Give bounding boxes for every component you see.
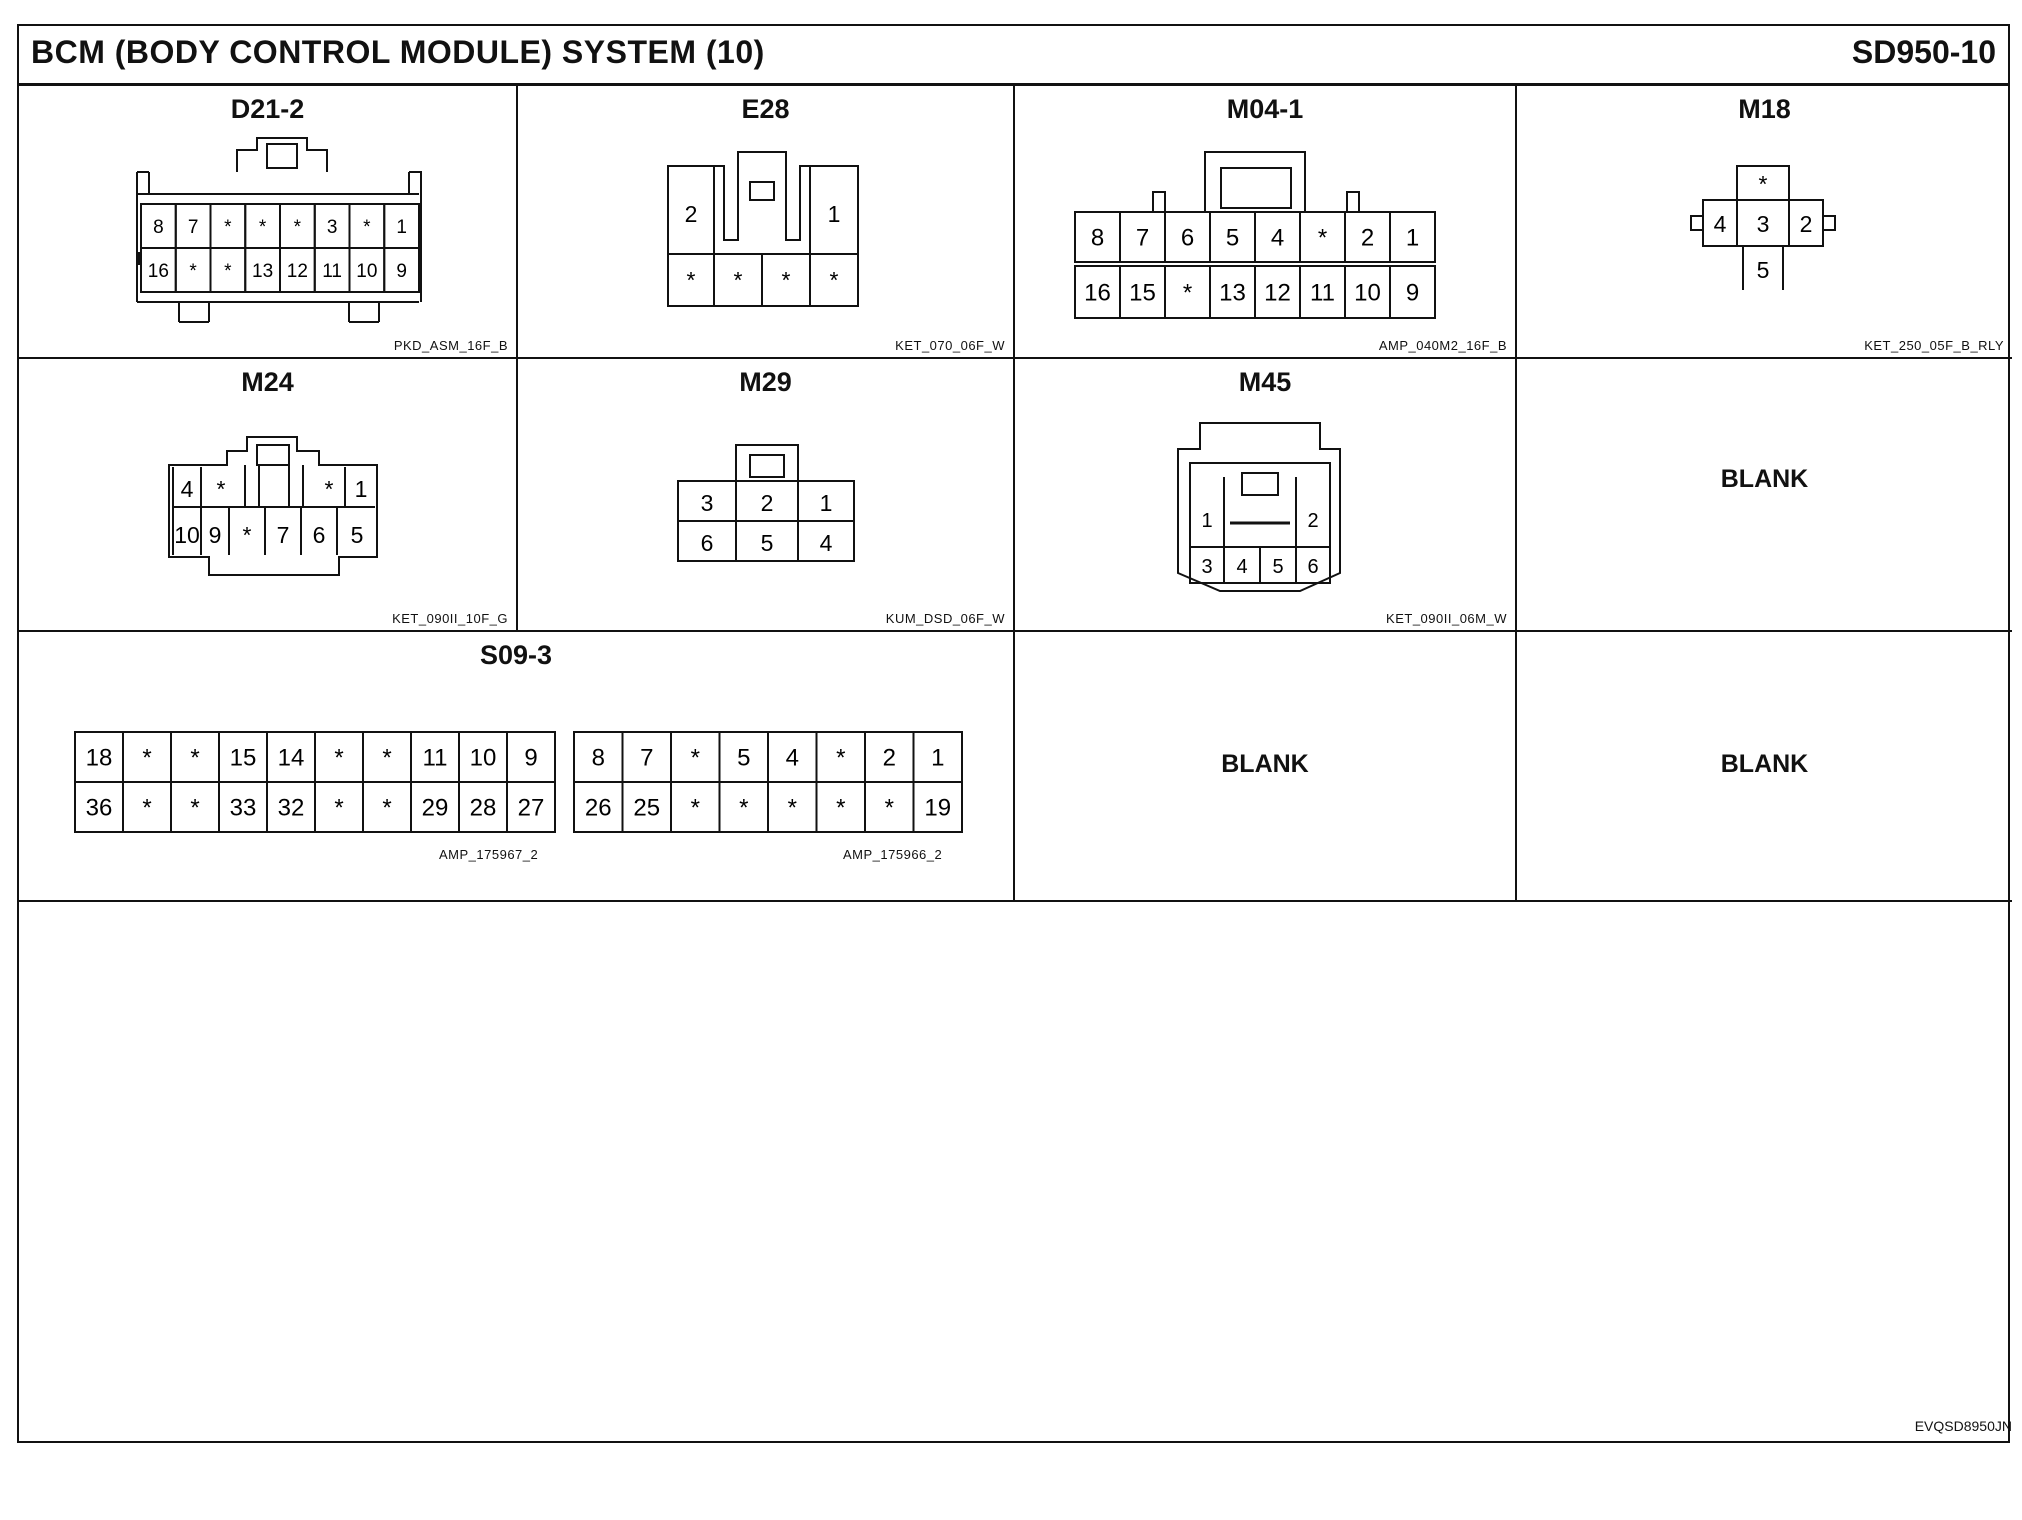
pin-label: 13 — [1219, 279, 1246, 307]
pin-label: 3 — [700, 490, 714, 516]
pin-label: 33 — [229, 794, 257, 822]
pin-label: * — [739, 794, 749, 822]
pin-label: 1 — [1201, 510, 1213, 532]
pin-label: 4 — [180, 476, 194, 502]
pin-label: 9 — [1405, 279, 1420, 307]
pin-label: 5 — [760, 530, 774, 556]
pin-label: 7 — [1135, 224, 1150, 252]
pin-label: 10 — [356, 260, 378, 282]
blank-label: BLANK — [1720, 464, 1809, 493]
connector-s09-left — [75, 732, 557, 836]
pin-label: 7 — [640, 744, 654, 772]
pin-label: * — [190, 794, 200, 822]
blank-cell — [1517, 632, 2012, 902]
connector-cell-d21 — [19, 86, 518, 359]
connector-cell-m45 — [1015, 359, 1517, 632]
pin-label: 6 — [700, 530, 714, 556]
pin-label: * — [216, 476, 226, 502]
connector-type: KET_090II_10F_G — [392, 611, 508, 626]
pin-label: * — [224, 260, 232, 282]
pin-label: 4 — [819, 530, 833, 556]
connector-type: KET_250_05F_B_RLY — [1864, 338, 2004, 353]
pin-label: 4 — [1713, 211, 1727, 237]
pin-label: 1 — [819, 490, 833, 516]
pin-label: 10 — [1354, 279, 1381, 307]
pin-label: 11 — [322, 260, 342, 282]
pin-label: 6 — [1180, 224, 1195, 252]
pin-label: 5 — [1272, 556, 1284, 578]
pin-label: 29 — [421, 794, 449, 822]
pin-label: 10 — [174, 522, 200, 548]
connector-name: S09-3 — [479, 640, 553, 670]
connector-m24-drawing — [149, 437, 379, 597]
pin-label: * — [293, 216, 302, 238]
connector-type: KET_090II_06M_W — [1386, 611, 1507, 626]
pin-label: 2 — [760, 490, 774, 516]
document-reference: EVQSD8950JN — [1914, 1418, 2012, 1434]
connector-e28-drawing — [668, 152, 868, 322]
connector-name: E28 — [741, 94, 790, 124]
connector-m29 — [678, 445, 868, 585]
blank-label: BLANK — [1720, 750, 1809, 778]
pin-label: 15 — [229, 744, 257, 772]
pin-label: 36 — [85, 794, 113, 822]
connector-s09-right-drawing — [574, 732, 966, 836]
connector-name: M24 — [241, 367, 294, 397]
pin-label: 16 — [147, 260, 169, 282]
pin-label: 8 — [153, 216, 164, 238]
pin-label: 8 — [1090, 224, 1105, 252]
connector-name: M29 — [739, 367, 792, 397]
pin-label: 10 — [469, 744, 497, 772]
pin-label: 4 — [785, 744, 799, 772]
pin-label: * — [334, 794, 344, 822]
pin-label: 7 — [187, 216, 199, 238]
pin-label: 11 — [422, 744, 448, 772]
pin-label: * — [686, 267, 696, 293]
pin-label: 8 — [591, 744, 605, 772]
pin-label: 5 — [1756, 257, 1770, 283]
page-title: BCM (BODY CONTROL MODULE) SYSTEM (10) — [31, 34, 765, 70]
connector-cell-s09 — [19, 632, 1015, 902]
pin-label: * — [690, 794, 700, 822]
pin-label: 12 — [1264, 279, 1291, 307]
pin-label: 5 — [1225, 224, 1240, 252]
pin-label: 27 — [517, 794, 545, 822]
connector-type: AMP_175967_2 — [439, 847, 539, 862]
pin-label: 9 — [396, 260, 407, 282]
pin-label: 12 — [286, 260, 308, 282]
connector-m04-drawing — [1075, 152, 1455, 322]
pin-label: 13 — [252, 260, 274, 282]
connector-name: M04-1 — [1226, 94, 1304, 124]
header — [19, 26, 2008, 86]
pin-label: 6 — [312, 522, 326, 548]
pin-label: 19 — [924, 794, 952, 822]
page-code: SD950-10 — [1851, 34, 1996, 70]
pin-label: 4 — [1270, 224, 1285, 252]
pin-label: * — [787, 794, 797, 822]
pin-label: * — [190, 744, 200, 772]
pin-label: 2 — [1360, 224, 1375, 252]
pin-label: 2 — [882, 744, 896, 772]
connector-m04 — [1075, 152, 1455, 322]
pin-label: 6 — [1307, 556, 1319, 578]
pin-label: * — [829, 267, 839, 293]
pin-label: * — [1182, 279, 1193, 307]
pin-label: * — [363, 216, 371, 238]
blank-label: BLANK — [1221, 750, 1309, 778]
pin-label: * — [382, 744, 392, 772]
pin-label: 1 — [1405, 224, 1420, 252]
pin-label: * — [733, 267, 743, 293]
connector-name: D21-2 — [230, 94, 305, 124]
pin-label: * — [334, 744, 344, 772]
pin-label: * — [189, 260, 197, 282]
connector-type: AMP_040M2_16F_B — [1378, 338, 1507, 353]
pin-label: 15 — [1129, 279, 1156, 307]
pin-label: 14 — [277, 744, 305, 772]
pin-label: 11 — [1310, 279, 1335, 307]
connector-d21-drawing — [119, 132, 439, 322]
connector-cell-m29 — [518, 359, 1015, 632]
pin-label: * — [224, 216, 232, 238]
pin-label: 5 — [350, 522, 364, 548]
pin-label: 32 — [277, 794, 305, 822]
pin-label: 1 — [396, 216, 407, 238]
pin-label: 5 — [737, 744, 751, 772]
pin-label: 2 — [1799, 211, 1813, 237]
pin-label: * — [142, 744, 152, 772]
pin-label: 1 — [931, 744, 945, 772]
connector-m45-drawing — [1170, 423, 1350, 603]
blank-cell — [1015, 632, 1517, 902]
connector-cell-m18 — [1517, 86, 2012, 359]
pin-label: 25 — [633, 794, 661, 822]
connector-m18-drawing — [1687, 166, 1847, 306]
pin-label: 2 — [684, 201, 698, 227]
connector-s09-left-drawing — [75, 732, 557, 836]
pin-label: * — [242, 522, 252, 548]
connector-m45 — [1170, 423, 1350, 603]
pin-label: * — [382, 794, 392, 822]
pin-label: * — [1758, 171, 1768, 197]
connector-cell-e28 — [518, 86, 1015, 359]
pin-label: * — [258, 216, 267, 238]
connector-type: KET_070_06F_W — [895, 338, 1005, 353]
pin-label: * — [1317, 224, 1328, 252]
connector-m18 — [1687, 166, 1847, 306]
connector-name: M18 — [1738, 94, 1791, 124]
pin-label: * — [690, 744, 700, 772]
connector-d21 — [119, 132, 439, 322]
pin-label: 9 — [524, 744, 538, 772]
pin-label: * — [781, 267, 791, 293]
pin-label: 9 — [208, 522, 222, 548]
pin-label: 1 — [354, 476, 368, 502]
connector-s09-right — [574, 732, 966, 836]
diagram-frame — [17, 24, 2010, 1443]
connector-type: KUM_DSD_06F_W — [885, 611, 1005, 626]
pin-label: * — [324, 476, 334, 502]
pin-label: * — [836, 744, 846, 772]
connector-m24 — [149, 437, 379, 597]
pin-label: 7 — [276, 522, 290, 548]
connector-name: M45 — [1238, 367, 1292, 397]
pin-label: 1 — [827, 201, 841, 227]
pin-label: 28 — [469, 794, 497, 822]
pin-label: 3 — [326, 216, 338, 238]
connector-cell-m24 — [19, 359, 518, 632]
pin-label: 26 — [584, 794, 612, 822]
connector-type: PKD_ASM_16F_B — [393, 338, 508, 353]
pin-label: * — [836, 794, 846, 822]
pin-label: 2 — [1307, 510, 1319, 532]
pin-label: 3 — [1201, 556, 1213, 578]
pin-label: 3 — [1756, 211, 1770, 237]
blank-cell — [1517, 359, 2012, 632]
pin-label: 4 — [1236, 556, 1248, 578]
pin-label: * — [884, 794, 894, 822]
connector-cell-m04 — [1015, 86, 1517, 359]
pin-label: 18 — [85, 744, 113, 772]
pin-label: * — [142, 794, 152, 822]
pin-label: 16 — [1084, 279, 1111, 307]
connector-e28 — [668, 152, 868, 322]
connector-m29-drawing — [678, 445, 868, 585]
connector-type: AMP_175966_2 — [843, 847, 943, 862]
